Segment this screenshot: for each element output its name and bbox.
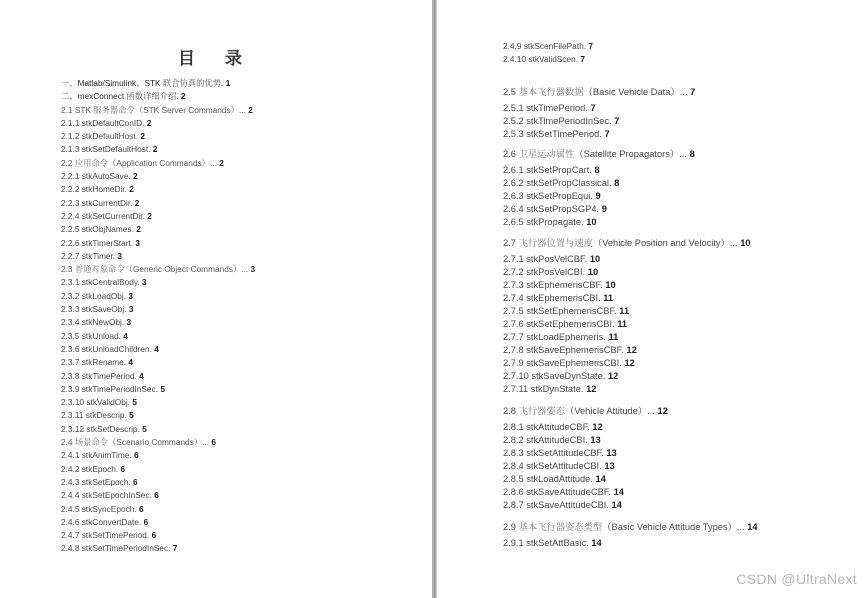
toc-entry[interactable] bbox=[61, 542, 255, 555]
toc-entry-label: 2.3.12 stkSetDescrip bbox=[61, 423, 138, 434]
toc-entry-label: 2.4.6 stkConvertDate bbox=[61, 516, 139, 527]
toc-entry-leader: . bbox=[124, 410, 127, 421]
toc-entry-page-number: 11 bbox=[608, 332, 619, 342]
toc-entry-leader: （Basic Vehicle Data）... bbox=[583, 87, 688, 97]
toc-entry-label: 2.3.3 stkSaveObj bbox=[61, 304, 125, 315]
toc-entry[interactable] bbox=[61, 263, 255, 276]
toc-entry[interactable] bbox=[503, 500, 622, 510]
toc-entry-page-number: 6 bbox=[120, 463, 126, 474]
toc-entry[interactable] bbox=[503, 319, 627, 329]
toc-entry-leader: . bbox=[115, 463, 119, 474]
toc-entry-leader: . bbox=[146, 530, 150, 541]
toc-entry-page-number: 6 bbox=[151, 530, 157, 541]
toc-title: 目 录 bbox=[178, 49, 254, 69]
toc-entry-leader: . bbox=[124, 184, 127, 195]
toc-entry-label: 2.3 bbox=[61, 264, 75, 275]
toc-entry-label: 2.3.5 stkUnload bbox=[61, 330, 119, 341]
toc-entry[interactable] bbox=[503, 191, 601, 201]
toc-entry[interactable] bbox=[61, 383, 255, 396]
toc-entry[interactable] bbox=[61, 130, 255, 143]
toc-entry[interactable] bbox=[61, 476, 255, 489]
toc-entry-leader: . bbox=[138, 516, 142, 527]
toc-entry-page-number: 13 bbox=[606, 448, 617, 458]
toc-entry-leader: . bbox=[614, 306, 617, 316]
toc-entry-leader: . bbox=[609, 116, 612, 126]
toc-entry[interactable] bbox=[61, 290, 255, 303]
toc-entry-page-number: 10 bbox=[740, 238, 751, 248]
toc-entry-label: 2.3.1 stkCentralBody bbox=[61, 277, 138, 288]
toc-entry[interactable] bbox=[503, 461, 615, 471]
toc-entry-page-number: 3 bbox=[117, 250, 123, 261]
toc-entry-leader: . bbox=[601, 448, 604, 458]
toc-entry[interactable] bbox=[503, 146, 695, 160]
toc-entry-page-number: 2 bbox=[180, 91, 186, 102]
toc-entry[interactable] bbox=[61, 423, 255, 436]
toc-entry-label: 2.2 bbox=[61, 157, 75, 168]
toc-entry-leader: （Basic Vehicle Attitude Types）... bbox=[602, 522, 745, 532]
toc-entry-leader: （STK Server Commands）... bbox=[134, 104, 246, 115]
toc-entry[interactable] bbox=[61, 170, 255, 183]
toc-entry-leader: . bbox=[585, 435, 588, 445]
toc-entry-label: 2.2.1 stkAutoSave bbox=[61, 171, 129, 182]
toc-entry-label: 2.4.7 stkSetTimePeriod bbox=[61, 530, 147, 541]
toc-entry-leader: . bbox=[586, 538, 589, 548]
toc-entry-label: 2.2.4 stkSetCurrentDir bbox=[61, 210, 143, 221]
toc-entry-label: 2.7.6 stkSetEphemerisCBI bbox=[503, 319, 613, 329]
toc-entry-label: 2.2.2 stkHomeDir bbox=[61, 184, 125, 195]
toc-entry-label: 2.8.6 stkSaveAttitudeCBF bbox=[503, 487, 609, 497]
toc-entry-page-number: 2 bbox=[136, 224, 141, 235]
toc-entry-chinese-title: 基本飞行器姿态类型 bbox=[518, 522, 603, 533]
toc-entry[interactable] bbox=[61, 330, 255, 343]
toc-entry-page-number: 6 bbox=[134, 450, 139, 461]
toc-entry-leader: . bbox=[590, 191, 593, 201]
toc-entry[interactable] bbox=[503, 306, 629, 316]
left-toc-list bbox=[61, 77, 255, 556]
toc-entry-page-number: 4 bbox=[139, 370, 144, 381]
toc-entry[interactable] bbox=[503, 267, 598, 277]
toc-entry[interactable] bbox=[61, 396, 255, 409]
toc-entry-page-number: 12 bbox=[592, 422, 603, 432]
toc-entry-chinese-title: 联合仿真的优势 bbox=[162, 78, 221, 88]
toc-entry-page-number: 14 bbox=[611, 500, 622, 510]
toc-entry-page-number: 3 bbox=[135, 237, 141, 248]
toc-entry-leader: . bbox=[137, 277, 140, 288]
toc-entry-page-number: 2 bbox=[134, 197, 140, 208]
toc-entry[interactable] bbox=[61, 157, 255, 170]
toc-entry-label: 2.8.4 stkSetAttitudeCBI bbox=[503, 461, 600, 471]
toc-entry[interactable] bbox=[503, 435, 601, 445]
toc-entry-leader: . bbox=[584, 254, 588, 264]
toc-entry-page-number: 5 bbox=[160, 383, 165, 394]
toc-entry[interactable] bbox=[503, 103, 596, 113]
toc-entry[interactable] bbox=[503, 487, 624, 497]
toc-entry-leader: . bbox=[129, 450, 132, 461]
toc-entry-leader: . bbox=[221, 78, 224, 88]
toc-entry-label: 2.7.1 stkPosVelCBF bbox=[503, 254, 585, 264]
toc-entry-label: 2.1.2 stkDefaultHost bbox=[61, 131, 136, 142]
toc-entry-page-number: 6 bbox=[211, 437, 216, 448]
toc-entry[interactable] bbox=[503, 345, 637, 355]
toc-entry-label: 2.6.4 stkSetPropSGP4 bbox=[503, 204, 597, 214]
toc-entry[interactable] bbox=[503, 519, 758, 533]
toc-entry[interactable] bbox=[61, 343, 255, 356]
toc-entry[interactable] bbox=[503, 217, 597, 227]
toc-entry-leader: . bbox=[131, 224, 134, 235]
toc-entry-label: 2.7.8 stkSaveEphemerisCBF bbox=[503, 345, 622, 355]
toc-entry-label: 2.4.8 stkSetTimePeriodInSec bbox=[61, 543, 169, 554]
toc-entry-leader: . bbox=[580, 384, 584, 394]
toc-entry-page-number: 2 bbox=[152, 144, 158, 155]
toc-entry-page-number: 12 bbox=[626, 345, 637, 355]
toc-entry-label: 2.3.4 stkNewObj bbox=[61, 317, 122, 328]
toc-entry-chinese-title: 服务器命令 bbox=[93, 104, 135, 115]
toc-entry-leader: . bbox=[148, 144, 151, 155]
toc-entry[interactable] bbox=[61, 409, 255, 422]
toc-entry-label: 2.3.11 stkDescrip bbox=[61, 410, 125, 421]
toc-entry-page-number: 2 bbox=[129, 184, 134, 195]
toc-entry-label: 2.1 STK bbox=[61, 104, 94, 115]
toc-entry-page-number: 2 bbox=[132, 171, 138, 182]
toc-entry-label: 2.4 bbox=[61, 437, 75, 448]
toc-entry-label: 2.8.2 stkAttitudeCBI bbox=[503, 435, 586, 445]
toc-entry-label: 2.7.9 stkSaveEphemerisCBI bbox=[503, 358, 620, 368]
toc-entry-leader: . bbox=[612, 319, 615, 329]
toc-entry-label: 2.8.1 stkAttitudeCBF bbox=[503, 422, 588, 432]
toc-entry-leader: . bbox=[123, 290, 127, 301]
toc-entry-label: 2.2.6 stkTimerStart bbox=[61, 237, 131, 248]
toc-entry[interactable] bbox=[61, 489, 255, 502]
toc-entry-page-number: 10 bbox=[605, 280, 616, 290]
toc-entry-label: 2.4.2 stkEpoch bbox=[61, 463, 116, 474]
toc-entry[interactable] bbox=[61, 77, 255, 90]
toc-entry-label: 2.7.5 stkSetEphemerisCBF bbox=[503, 306, 615, 316]
toc-entry-label: 2.3.10 stkValidObj bbox=[61, 397, 128, 408]
toc-entry[interactable] bbox=[503, 84, 695, 98]
toc-entry-leader: . bbox=[128, 476, 131, 487]
toc-entry-page-number: 2 bbox=[147, 210, 152, 221]
toc-entry-page-number: 14 bbox=[595, 474, 606, 484]
toc-entry-label: 2.4.10 stkValidScen bbox=[503, 54, 576, 64]
toc-entry[interactable] bbox=[61, 143, 255, 156]
toc-entry[interactable] bbox=[503, 422, 603, 432]
toc-entry[interactable] bbox=[61, 276, 255, 289]
toc-entry-label: 2.7.4 stkEphemerisCBI bbox=[503, 293, 599, 303]
toc-entry-label: 2.8.3 stkSetAttitudeCBF bbox=[503, 448, 602, 458]
toc-entry-page-number: 10 bbox=[589, 254, 601, 264]
left-page bbox=[0, 0, 432, 598]
toc-entry[interactable] bbox=[503, 280, 616, 290]
toc-entry-page-number: 14 bbox=[747, 522, 758, 532]
toc-entry-page-number: 7 bbox=[690, 87, 696, 97]
toc-entry-page-number: 14 bbox=[613, 487, 624, 497]
toc-entry-label: 2.7 bbox=[503, 238, 519, 248]
toc-entry[interactable] bbox=[61, 449, 255, 462]
toc-entry-leader: . bbox=[130, 197, 133, 208]
toc-entry-label: 2.7.7 stkLoadEphemeris bbox=[503, 332, 604, 342]
toc-entry[interactable] bbox=[503, 235, 751, 249]
toc-entry-leader: （Generic Object Commands）... bbox=[124, 264, 249, 275]
toc-entry-page-number: 12 bbox=[657, 406, 668, 416]
toc-entry-page-number: 2 bbox=[248, 104, 253, 115]
toc-entry-page-number: 3 bbox=[142, 277, 147, 288]
toc-entry[interactable] bbox=[61, 197, 255, 210]
toc-entry-page-number: 14 bbox=[591, 538, 602, 548]
toc-entry-leader: . bbox=[121, 317, 125, 328]
toc-entry-leader: . bbox=[134, 503, 137, 514]
toc-entry-label: 2.9 bbox=[503, 522, 519, 532]
toc-entry-page-number: 13 bbox=[604, 461, 615, 471]
toc-entry-label: 2.4.1 stkAnimTime bbox=[61, 450, 130, 461]
toc-entry-leader: . bbox=[581, 217, 584, 227]
toc-entry-leader: . bbox=[590, 474, 593, 484]
toc-entry-leader: . bbox=[142, 117, 145, 128]
toc-entry-label: 2.6.5 stkPropagate bbox=[503, 217, 582, 227]
toc-entry[interactable] bbox=[503, 129, 610, 139]
toc-entry-chinese-title: 普通对象命令 bbox=[74, 264, 125, 275]
toc-entry-chinese-title: 基本飞行器数据 bbox=[518, 87, 584, 98]
toc-entry-label: 2.4.9 stkScenFilePath bbox=[503, 41, 584, 51]
toc-entry-page-number: 2 bbox=[219, 157, 224, 168]
toc-entry-page-number: 4 bbox=[123, 330, 128, 341]
toc-entry-label: 2.8.7 stkSaveAttitudeCBI bbox=[503, 500, 607, 510]
toc-entry-page-number: 7 bbox=[580, 54, 585, 64]
toc-entry-page-number: 5 bbox=[142, 423, 147, 434]
toc-entry-label: 2.4.3 stkSetEpoch bbox=[61, 476, 129, 487]
toc-entry-label: 2.6 bbox=[503, 149, 519, 159]
toc-entry-page-number: 11 bbox=[603, 293, 614, 303]
toc-entry[interactable] bbox=[61, 104, 255, 117]
toc-entry-page-number: 11 bbox=[617, 319, 628, 329]
toc-entry-leader: （Scenario Commands）... bbox=[108, 437, 210, 448]
toc-entry[interactable] bbox=[61, 436, 255, 449]
toc-entry-leader: . bbox=[589, 165, 592, 175]
toc-entry[interactable] bbox=[61, 90, 255, 103]
toc-entry-leader: . bbox=[619, 358, 622, 368]
toc-entry-page-number: 2 bbox=[140, 131, 145, 142]
toc-entry-leader: . bbox=[134, 370, 137, 381]
toc-entry[interactable] bbox=[61, 117, 255, 130]
toc-entry-chinese-title: 场景命令 bbox=[74, 437, 109, 448]
toc-entry-label: 2.5.1 stkTimePeriod bbox=[503, 103, 586, 113]
toc-entry-page-number: 5 bbox=[129, 410, 134, 421]
toc-entry-leader: . bbox=[128, 171, 131, 182]
toc-entry[interactable] bbox=[61, 503, 255, 516]
toc-entry[interactable] bbox=[61, 210, 255, 223]
toc-entry-page-number: 1 bbox=[225, 78, 231, 88]
toc-entry-label: 2.1.1 stkDefaultConID bbox=[61, 117, 143, 128]
toc-entry-leader: （Vehicle Position and Velocity）... bbox=[592, 238, 738, 248]
toc-entry-label: 2.2.5 stkObjNames bbox=[61, 224, 132, 235]
toc-entry-leader: . bbox=[142, 210, 145, 221]
toc-entry-leader: . bbox=[118, 330, 121, 341]
right-page bbox=[437, 0, 865, 598]
toc-entry-leader: . bbox=[599, 461, 602, 471]
toc-entry[interactable] bbox=[61, 223, 255, 236]
toc-entry-label: 2.1.3 stkSetDefaultHost bbox=[61, 144, 149, 155]
toc-entry-leader: . bbox=[606, 500, 609, 510]
toc-entry-page-number: 8 bbox=[594, 165, 600, 175]
toc-entry-leader: . bbox=[582, 267, 586, 277]
toc-entry-page-number: 3 bbox=[128, 304, 134, 315]
toc-entry-leader: . bbox=[155, 383, 159, 394]
toc-entry-page-number: 11 bbox=[619, 306, 630, 316]
toc-entry-label: 2.8.5 stkLoadAttitude bbox=[503, 474, 591, 484]
toc-entry-leader: . bbox=[127, 397, 131, 408]
toc-entry[interactable] bbox=[61, 370, 255, 383]
toc-entry-page-number: 8 bbox=[614, 178, 620, 188]
toc-entry[interactable] bbox=[503, 384, 596, 394]
toc-entry-leader: . bbox=[608, 178, 612, 188]
toc-entry[interactable] bbox=[61, 316, 255, 329]
toc-entry-leader: . bbox=[124, 304, 127, 315]
toc-entry-leader: . bbox=[621, 345, 624, 355]
toc-entry-label: 2.3.9 stkTimePeriodInSec bbox=[61, 383, 156, 394]
toc-entry-leader: . bbox=[149, 490, 152, 501]
toc-entry-label: 2.6.2 stkSetPropClassical bbox=[503, 178, 609, 188]
toc-entry[interactable] bbox=[61, 356, 255, 369]
toc-entry-leader: （Vehicle Attitude）... bbox=[565, 406, 655, 416]
toc-entry-label: 2.3.8 stkTimePeriod bbox=[61, 370, 135, 381]
toc-entry-label: 一、Matlab/Simulink、STK bbox=[61, 78, 163, 88]
toc-entry-page-number: 5 bbox=[132, 397, 137, 408]
toc-entry-label: 2.3.7 stkRename bbox=[61, 357, 124, 368]
toc-entry-chinese-title: 卫星运动属性 bbox=[518, 149, 575, 160]
toc-entry-label: 2.4.4 stkSetEpochInSec bbox=[61, 490, 150, 501]
toc-entry-chinese-title: 飞行器位置与速度 bbox=[518, 238, 593, 249]
toc-entry-label: 2.7.3 stkEphemerisCBF bbox=[503, 280, 601, 290]
toc-entry[interactable] bbox=[503, 474, 606, 484]
toc-entry-page-number: 7 bbox=[172, 543, 178, 554]
toc-entry-leader: . bbox=[112, 250, 116, 261]
toc-entry[interactable] bbox=[503, 332, 618, 342]
toc-entry-page-number: 6 bbox=[154, 490, 159, 501]
toc-entry-chinese-title: 飞行器姿态 bbox=[518, 406, 566, 417]
toc-entry-page-number: 12 bbox=[607, 371, 619, 381]
toc-entry-page-number: 7 bbox=[614, 116, 620, 126]
toc-entry-leader: . bbox=[168, 543, 171, 554]
toc-entry-leader: . bbox=[608, 487, 612, 497]
toc-entry-leader: . bbox=[585, 103, 588, 113]
toc-entry-leader: . bbox=[149, 343, 152, 354]
toc-entry-leader: . bbox=[602, 371, 606, 381]
toc-entry[interactable] bbox=[61, 250, 255, 263]
toc-entry-label: 2.3.2 stkLoadObj bbox=[61, 290, 124, 301]
toc-entry-leader: . bbox=[599, 129, 602, 139]
toc-entry[interactable] bbox=[61, 183, 255, 196]
toc-entry-label: 2.2.3 stkCurrentDir bbox=[61, 197, 131, 208]
toc-entry-page-number: 10 bbox=[587, 267, 599, 277]
toc-entry-page-number: 8 bbox=[689, 149, 695, 159]
toc-entry-label: 2.4.5 stkSyncEpoch bbox=[61, 503, 135, 514]
toc-entry-page-number: 9 bbox=[595, 191, 601, 201]
toc-entry[interactable] bbox=[503, 403, 668, 417]
toc-entry-label: 2.7.11 stkDynState bbox=[503, 384, 581, 394]
toc-entry[interactable] bbox=[61, 529, 255, 542]
toc-entry-leader: . bbox=[587, 422, 590, 432]
toc-entry-leader: . bbox=[583, 41, 587, 51]
toc-entry[interactable] bbox=[61, 237, 255, 250]
toc-entry-leader: . bbox=[137, 423, 140, 434]
toc-entry-leader: . bbox=[600, 280, 603, 290]
toc-entry-page-number: 7 bbox=[590, 103, 596, 113]
toc-entry-label: 2.5.2 stkTimePeriodInSec bbox=[503, 116, 610, 126]
watermark: CSDN @UltraNext bbox=[736, 571, 857, 587]
toc-entry-page-number: 6 bbox=[143, 516, 149, 527]
toc-entry-label: 二、mexConnect bbox=[61, 91, 127, 102]
toc-entry[interactable] bbox=[503, 448, 617, 458]
toc-entry[interactable] bbox=[61, 303, 255, 316]
toc-entry[interactable] bbox=[503, 165, 600, 175]
toc-entry-page-number: 9 bbox=[601, 204, 607, 214]
toc-entry-label: 2.6.1 stkSetPropCart bbox=[503, 165, 590, 175]
toc-entry-page-number: 4 bbox=[128, 357, 133, 368]
toc-entry-label: 2.9.1 stkSetAttBasic bbox=[503, 538, 587, 548]
toc-entry[interactable] bbox=[503, 54, 585, 64]
toc-entry[interactable] bbox=[503, 178, 619, 188]
toc-entry-page-number: 13 bbox=[590, 435, 601, 445]
toc-entry-label: 2.7.2 stkPosVelCBI bbox=[503, 267, 583, 277]
toc-entry-leader: . bbox=[135, 131, 139, 142]
toc-entry-page-number: 12 bbox=[586, 384, 597, 394]
toc-entry-label: 2.6.3 stkSetPropEqui bbox=[503, 191, 591, 201]
toc-entry-chinese-title: 应用命令 bbox=[74, 157, 109, 168]
toc-entry-leader: . bbox=[575, 54, 579, 64]
toc-entry-label: 2.2.7 stkTimer bbox=[61, 250, 113, 261]
toc-entry-leader: . bbox=[603, 332, 606, 342]
toc-entry-label: 2.3.6 stkUnloadChildren bbox=[61, 343, 150, 354]
toc-entry-label: 2.7.10 stkSaveDynState bbox=[503, 371, 603, 381]
toc-entry[interactable] bbox=[503, 116, 619, 126]
toc-entry-page-number: 6 bbox=[132, 476, 138, 487]
toc-entry-leader: . bbox=[130, 237, 134, 248]
toc-entry[interactable] bbox=[61, 516, 255, 529]
toc-entry-page-number: 2 bbox=[146, 117, 152, 128]
toc-entry[interactable] bbox=[503, 538, 602, 548]
toc-entry-page-number: 3 bbox=[128, 290, 133, 301]
toc-entry-label: 2.8 bbox=[503, 406, 519, 416]
toc-entry-leader: . bbox=[596, 204, 600, 214]
toc-entry-page-number: 4 bbox=[154, 343, 159, 354]
toc-entry-label: 2.5 bbox=[503, 87, 519, 97]
toc-entry-page-number: 7 bbox=[604, 129, 610, 139]
toc-entry[interactable] bbox=[503, 293, 613, 303]
toc-entry-leader: . bbox=[598, 293, 601, 303]
toc-entry-chinese-title: 函数详细介绍 bbox=[126, 91, 177, 102]
toc-entry-page-number: 7 bbox=[588, 41, 593, 51]
toc-entry-page-number: 3 bbox=[126, 317, 132, 328]
toc-entry[interactable] bbox=[503, 41, 593, 51]
toc-entry[interactable] bbox=[503, 204, 607, 214]
toc-entry-leader: . bbox=[123, 357, 127, 368]
toc-entry[interactable] bbox=[503, 358, 635, 368]
toc-entry[interactable] bbox=[503, 254, 600, 264]
toc-entry-page-number: 12 bbox=[624, 358, 635, 368]
toc-entry-leader: （Satellite Propagators）... bbox=[574, 149, 687, 159]
toc-entry[interactable] bbox=[61, 463, 255, 476]
toc-entry-page-number: 6 bbox=[138, 503, 144, 514]
toc-entry-page-number: 10 bbox=[586, 217, 597, 227]
toc-entry-leader: （Application Commands）... bbox=[108, 157, 217, 168]
toc-entry-label: 2.5.3 stkSetTimePeriod bbox=[503, 129, 600, 139]
toc-entry-page-number: 3 bbox=[250, 264, 256, 275]
toc-entry[interactable] bbox=[503, 371, 618, 381]
toc-entry-leader: . bbox=[176, 91, 179, 102]
